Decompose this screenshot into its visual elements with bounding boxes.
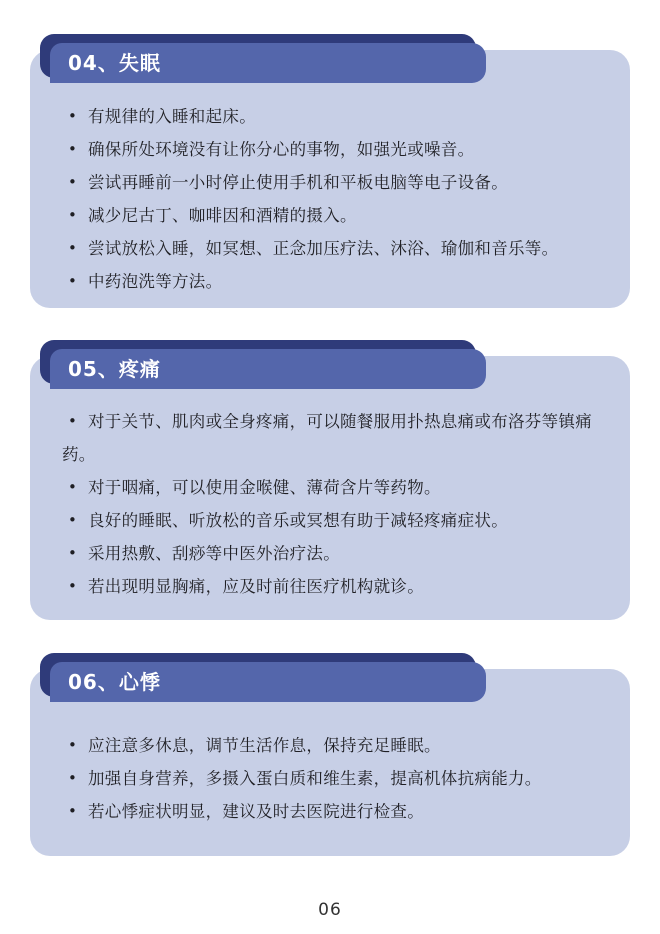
section-title-insomnia: 04、失眠 (50, 43, 486, 83)
page-number: 06 (318, 900, 342, 920)
section-title-pain: 05、疼痛 (50, 349, 486, 389)
list-item: • 若出现明显胸痛，应及时前往医疗机构就诊。 (62, 570, 610, 603)
list-item: • 对于咽痛，可以使用金喉健、薄荷含片等药物。 (62, 471, 610, 504)
section-title-palpitation: 06、心悸 (50, 662, 486, 702)
pain-tips-list (62, 405, 610, 603)
list-item: • 尝试再睡前一小时停止使用手机和平板电脑等电子设备。 (62, 166, 610, 199)
list-item: • 减少尼古丁、咖啡因和酒精的摄入。 (62, 199, 610, 232)
list-item: • 加强自身营养，多摄入蛋白质和维生素，提高机体抗病能力。 (62, 762, 610, 795)
list-item: • 若心悸症状明显，建议及时去医院进行检查。 (62, 795, 610, 828)
list-item: • 确保所处环境没有让你分心的事物，如强光或噪音。 (62, 133, 610, 166)
palpitation-tips-list (62, 729, 610, 828)
list-item: • 对于关节、肌肉或全身疼痛，可以随餐服用扑热息痛或布洛芬等镇痛药。 (62, 405, 610, 471)
list-item: • 中药泡洗等方法。 (62, 265, 610, 298)
list-item: • 采用热敷、刮痧等中医外治疗法。 (62, 537, 610, 570)
insomnia-tips-list (62, 100, 610, 298)
list-item: • 应注意多休息，调节生活作息，保持充足睡眠。 (62, 729, 610, 762)
list-item: • 尝试放松入睡，如冥想、正念加压疗法、沐浴、瑜伽和音乐等。 (62, 232, 610, 265)
list-item: • 有规律的入睡和起床。 (62, 100, 610, 133)
list-item: • 良好的睡眠、听放松的音乐或冥想有助于减轻疼痛症状。 (62, 504, 610, 537)
